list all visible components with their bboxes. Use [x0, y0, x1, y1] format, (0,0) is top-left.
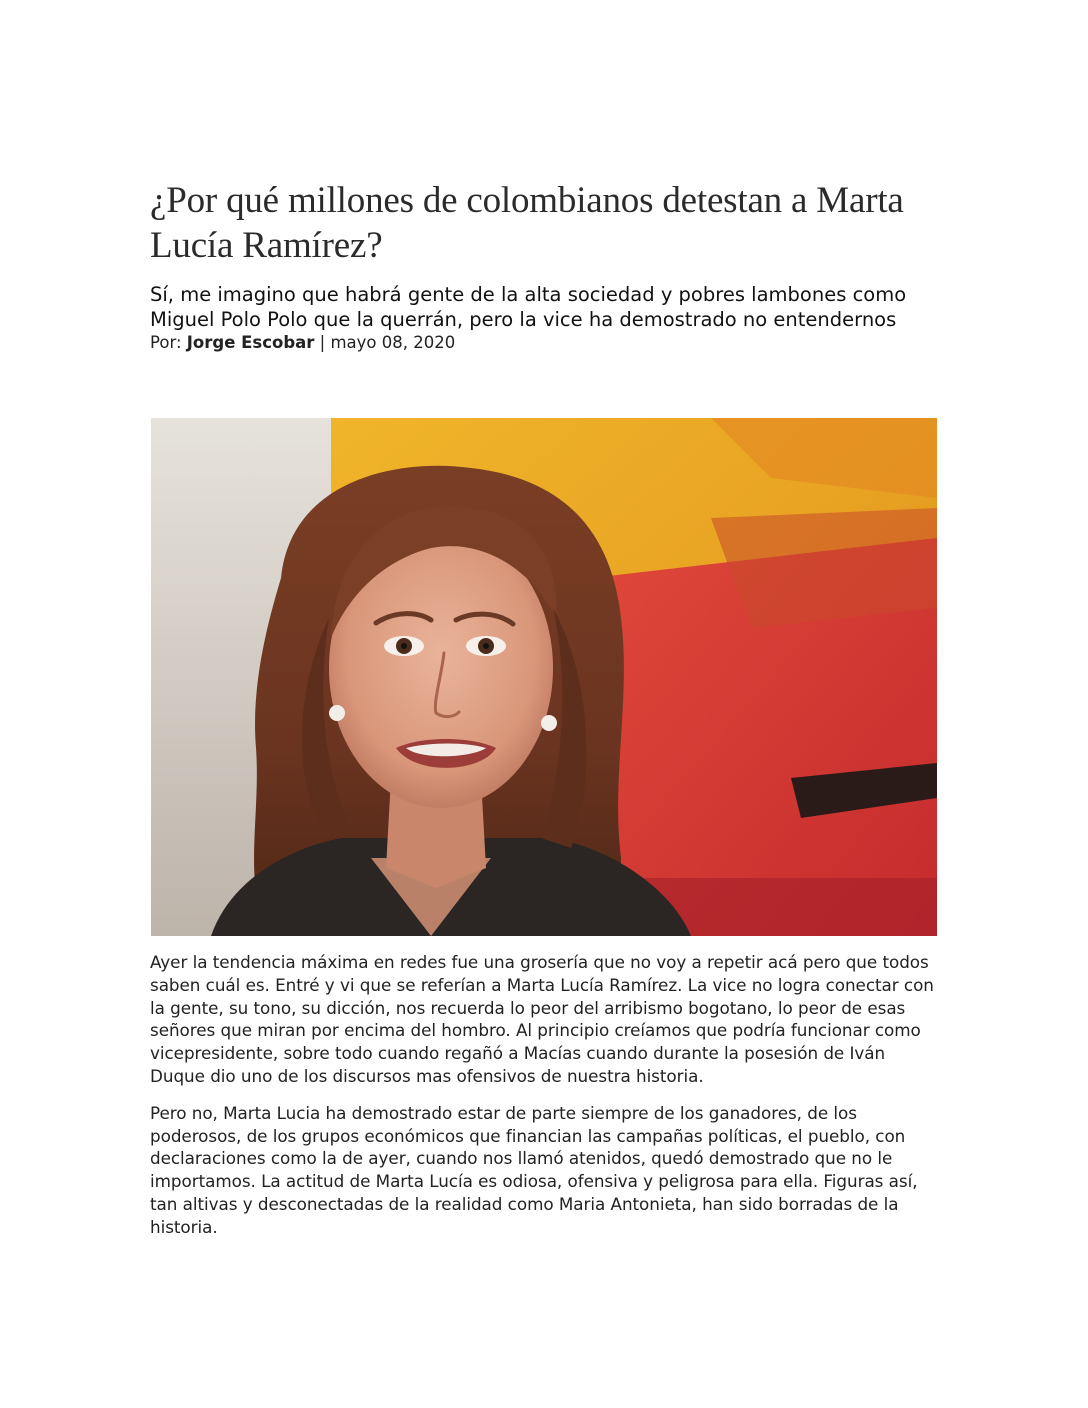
- portrait-illustration: [151, 418, 937, 936]
- paragraph: Ayer la tendencia máxima en redes fue una grosería que no voy a repetir acá pero que todos saben cuál es. Entré y vi que se referían a Marta Lucía Ramírez. La vice no logra conectar con la gente, su tono, su dicción, nos recuerda lo peor del arribismo bogotano, lo peor de esas señores que miran por encima del hombro. Al principio creíamos que podría funcionar como vicepresidente, sobre todo cuando regañó a Macías cuando durante la posesión de Iván Duque dio uno de los discursos mas ofensivos de nuestra historia.: [150, 952, 934, 1086]
- byline: [150, 332, 940, 354]
- byline-separator: |: [319, 333, 326, 352]
- byline-prefix: Por:: [150, 333, 182, 352]
- article-body: [150, 951, 940, 1253]
- paragraph: Pero no, Marta Lucia ha demostrado estar de parte siempre de los ganadores, de los poderosos, de los grupos económicos que financian las campañas políticas, el pueblo, con declaraciones como la de ayer, cuando nos llamó atenidos, quedó demostrado que no le importamos. La actitud de Marta Lucía es odiosa, ofensiva y peligrosa para ella. Figuras así, tan altivas y desconectadas de la realidad como Maria Antonieta, han sido borradas de la historia.: [150, 1102, 918, 1237]
- article-title: ¿Por qué millones de colombianos detestan a Marta Lucía Ramírez?: [150, 180, 904, 266]
- article-subtitle: Sí, me imagino que habrá gente de la alta sociedad y pobres lambones como Miguel Polo Polo que la querrán, pero la vice ha demostrado no entendernos: [150, 283, 907, 331]
- byline-date: mayo 08, 2020: [330, 333, 456, 352]
- byline-author[interactable]: Jorge Escobar: [186, 333, 315, 352]
- article-photo: [151, 418, 937, 936]
- article-header: [150, 178, 940, 354]
